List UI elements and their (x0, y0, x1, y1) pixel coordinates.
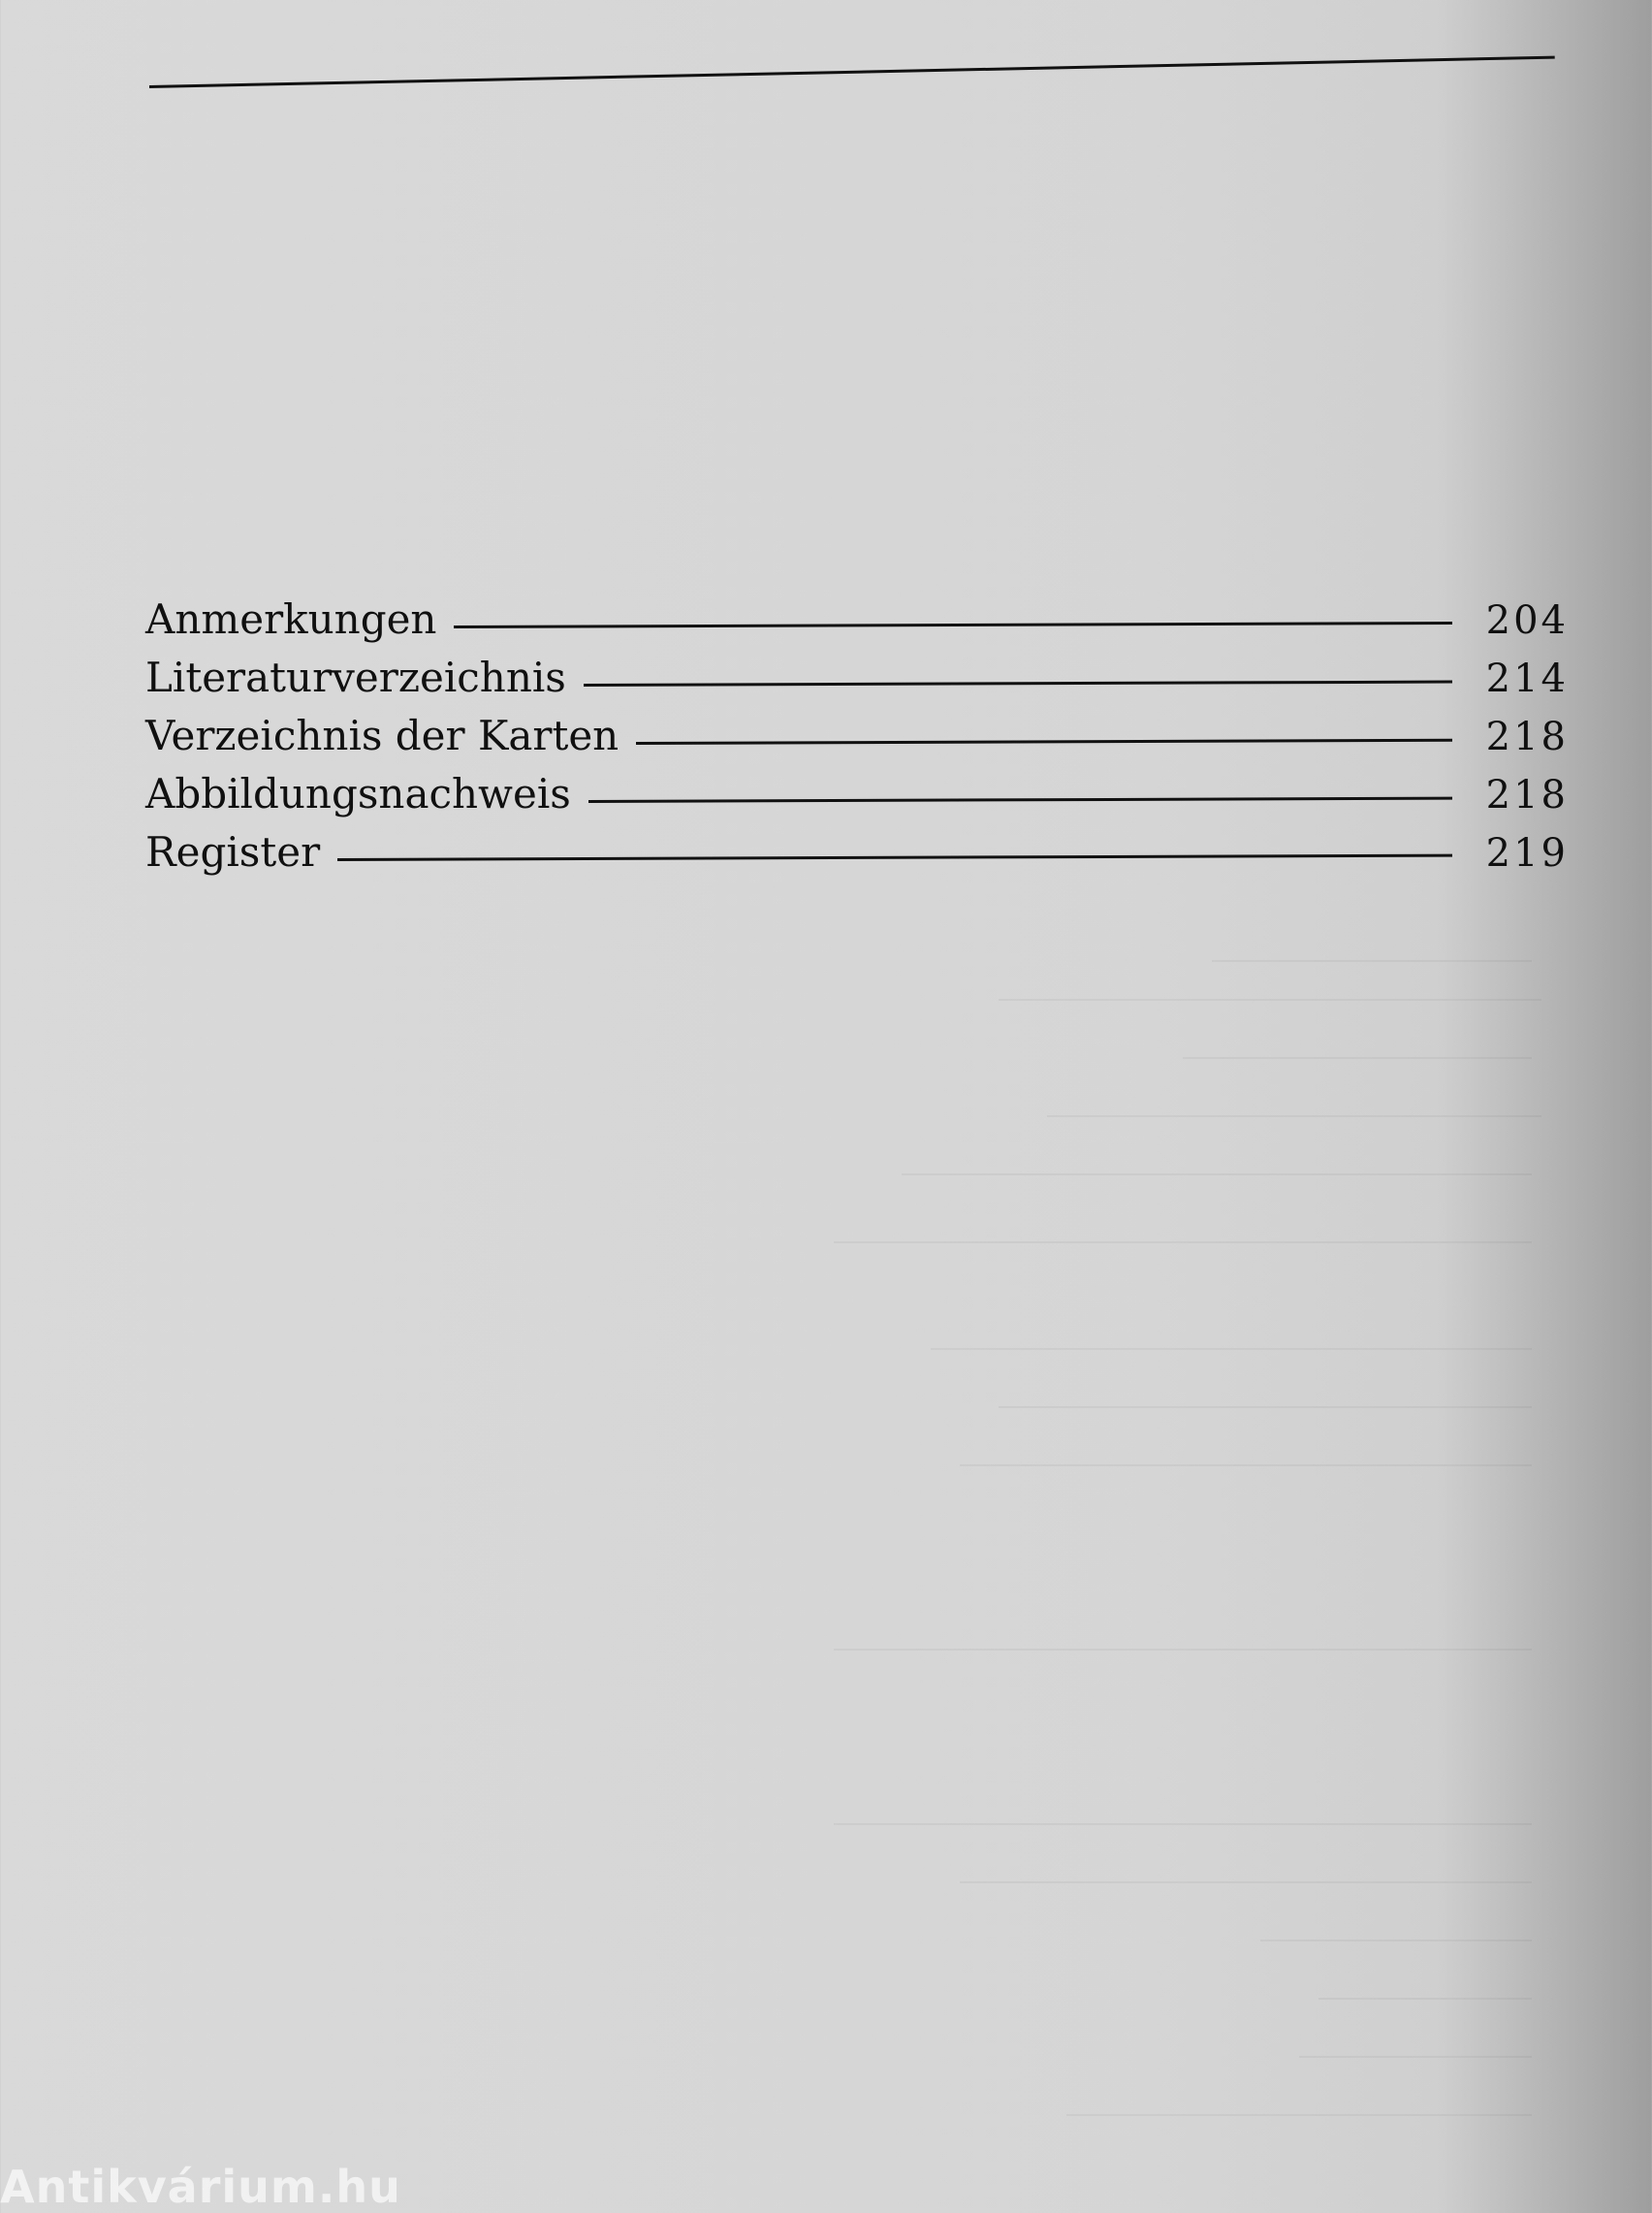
toc-leader-line (636, 739, 1452, 745)
toc-entry-title: Literaturverzeichnis (145, 654, 566, 701)
toc-entry-title: Verzeichnis der Karten (145, 712, 620, 759)
toc-entry-page: 218 (1485, 715, 1569, 759)
watermark-text: Antikvárium.hu (0, 2161, 401, 2213)
toc-entry-title: Abbildungsnachweis (145, 770, 571, 818)
toc-entry (145, 698, 1569, 759)
toc-leader-line (584, 681, 1452, 687)
toc-entry-page: 204 (1485, 598, 1569, 643)
toc-entry-page: 219 (1485, 831, 1569, 876)
header-rule (149, 56, 1555, 88)
toc-leader-line (454, 622, 1452, 628)
toc-entry-title: Anmerkungen (145, 595, 437, 643)
toc-entry-page: 218 (1485, 773, 1569, 818)
toc-entry-title: Register (145, 828, 321, 876)
toc-leader-line (588, 797, 1452, 803)
toc-entry (145, 815, 1569, 876)
toc-leader-line (337, 854, 1452, 861)
toc-entry (145, 640, 1569, 701)
toc-entry (145, 756, 1569, 818)
table-of-contents (145, 582, 1569, 876)
toc-entry-page: 214 (1485, 657, 1569, 701)
toc-entry (145, 582, 1569, 643)
